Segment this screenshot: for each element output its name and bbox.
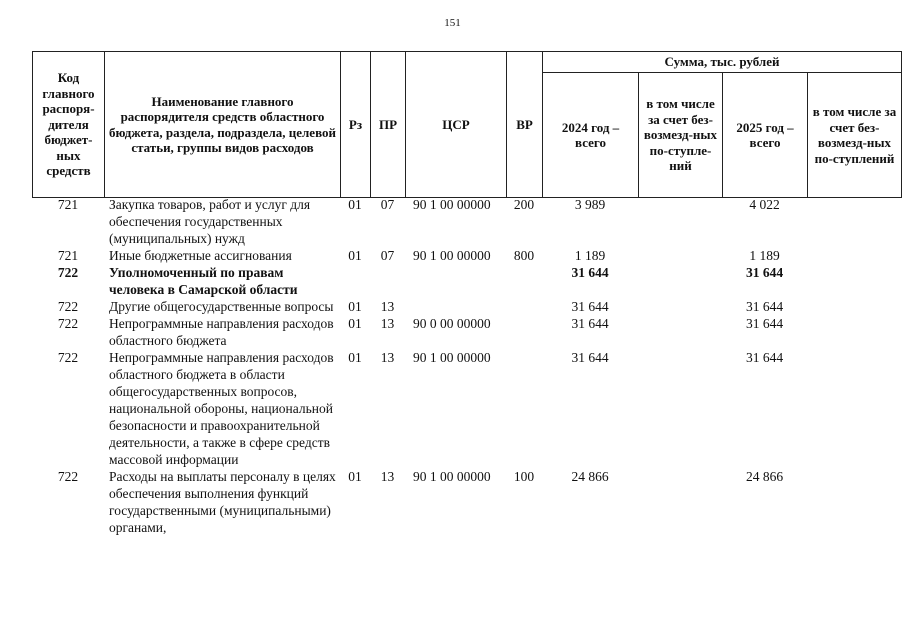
header-2024-total: 2024 год – всего bbox=[543, 73, 639, 198]
table-body bbox=[32, 196, 901, 536]
row-2024-total: 31 644 bbox=[571, 265, 609, 280]
row-rz: 01 bbox=[348, 350, 362, 365]
row-csr bbox=[405, 264, 506, 298]
row-code: 722 bbox=[57, 316, 79, 331]
table-row bbox=[32, 196, 901, 247]
row-rz: 01 bbox=[348, 248, 362, 263]
table-row bbox=[32, 247, 901, 264]
row-pr: 13 bbox=[380, 299, 395, 314]
row-code: 721 bbox=[57, 197, 79, 212]
row-vr bbox=[506, 349, 542, 468]
row-csr: 90 1 00 00000 bbox=[413, 469, 491, 484]
row-2025-free bbox=[807, 468, 901, 536]
row-2025-free bbox=[807, 247, 901, 264]
row-vr: 800 bbox=[513, 248, 535, 263]
row-name: Уполномоченный по правам человека в Самарской области bbox=[109, 265, 298, 297]
row-2025-total: 31 644 bbox=[745, 265, 784, 280]
row-2024-total: 31 644 bbox=[571, 316, 609, 331]
row-2025-total: 31 644 bbox=[745, 316, 784, 331]
row-2025-total: 4 022 bbox=[749, 197, 780, 212]
row-name: Непрограммные направления расходов областного бюджета bbox=[109, 316, 334, 348]
row-2025-free bbox=[807, 196, 901, 247]
row-code: 722 bbox=[57, 265, 79, 280]
table-row bbox=[32, 468, 901, 536]
row-name: Расходы на выплаты персоналу в целях обеспечения выполнения функций государственными (муниципальными) органами, bbox=[109, 469, 336, 535]
header-csr: ЦСР bbox=[406, 52, 507, 198]
row-name: Другие общегосударственные вопросы bbox=[109, 299, 334, 314]
row-csr: 90 0 00 00000 bbox=[413, 316, 491, 331]
page-number: 151 bbox=[444, 17, 461, 29]
row-2024-total: 31 644 bbox=[571, 350, 609, 365]
header-name: Наименование главного распорядителя средств областного бюджета, раздела, подраздела, целевой статьи, группы видов расходов bbox=[105, 52, 341, 198]
row-vr: 200 bbox=[513, 197, 535, 212]
row-pr: 07 bbox=[380, 248, 395, 263]
row-2025-total: 24 866 bbox=[745, 469, 784, 484]
row-name: Непрограммные направления расходов областного бюджета в области общегосударственных вопросов, национальной обороны, национальной безопасности и правоохранительной деятельности, а также в сфере средств массовой информации bbox=[109, 350, 334, 467]
header-2025-total: 2025 год – всего bbox=[723, 73, 808, 198]
row-2024-free bbox=[638, 264, 722, 298]
header-rz: Рз bbox=[341, 52, 371, 198]
row-2024-free bbox=[638, 247, 722, 264]
row-csr: 90 1 00 00000 bbox=[413, 350, 491, 365]
row-code: 722 bbox=[57, 350, 79, 365]
header-code: Код главного распоря-дителя бюджет-ных средств bbox=[33, 52, 105, 198]
table-row bbox=[32, 315, 901, 349]
row-rz: 01 bbox=[348, 197, 362, 212]
table-row bbox=[32, 349, 901, 468]
row-vr: 100 bbox=[513, 469, 535, 484]
row-csr: 90 1 00 00000 bbox=[413, 197, 491, 212]
table-row bbox=[32, 298, 901, 315]
row-csr bbox=[405, 298, 506, 315]
row-2025-total: 1 189 bbox=[749, 248, 780, 263]
row-rz: 01 bbox=[348, 299, 362, 314]
row-code: 722 bbox=[57, 299, 79, 314]
row-2025-free bbox=[807, 315, 901, 349]
row-pr: 13 bbox=[380, 350, 395, 365]
row-2024-free bbox=[638, 298, 722, 315]
row-2025-free bbox=[807, 298, 901, 315]
row-csr: 90 1 00 00000 bbox=[413, 248, 491, 263]
row-pr: 07 bbox=[380, 197, 395, 212]
row-code: 721 bbox=[57, 248, 79, 263]
row-rz: 01 bbox=[348, 316, 362, 331]
header-pr: ПР bbox=[371, 52, 406, 198]
row-2024-total: 1 189 bbox=[574, 248, 606, 263]
row-2025-total: 31 644 bbox=[745, 299, 784, 314]
row-2024-free bbox=[638, 315, 722, 349]
row-2024-total: 3 989 bbox=[574, 197, 606, 212]
row-pr: 13 bbox=[380, 469, 395, 484]
table-row bbox=[32, 264, 901, 298]
header-vr: ВР bbox=[507, 52, 543, 198]
row-2024-free bbox=[638, 196, 722, 247]
row-2024-free bbox=[638, 468, 722, 536]
row-vr bbox=[506, 264, 542, 298]
row-code: 722 bbox=[57, 469, 79, 484]
row-2025-total: 31 644 bbox=[745, 350, 784, 365]
header-2025-free: в том числе за счет без-возмезд-ных по-ступлений bbox=[808, 73, 902, 198]
row-rz: 01 bbox=[348, 469, 362, 484]
row-name: Иные бюджетные ассигнования bbox=[109, 248, 292, 263]
row-2024-total: 24 866 bbox=[571, 469, 609, 484]
header-sum-title: Сумма, тыс. рублей bbox=[543, 52, 902, 73]
row-pr bbox=[370, 264, 405, 298]
header-2024-free: в том числе за счет без-возмезд-ных по-ступле-ний bbox=[639, 73, 723, 198]
row-2025-free bbox=[807, 264, 901, 298]
row-2024-free bbox=[638, 349, 722, 468]
row-2024-total: 31 644 bbox=[571, 299, 609, 314]
row-pr: 13 bbox=[380, 316, 395, 331]
row-vr bbox=[506, 298, 542, 315]
row-vr bbox=[506, 315, 542, 349]
table-header bbox=[32, 51, 902, 198]
row-name: Закупка товаров, работ и услуг для обеспечения государственных (муниципальных) нужд bbox=[109, 197, 311, 246]
row-rz bbox=[340, 264, 370, 298]
row-2025-free bbox=[807, 349, 901, 468]
